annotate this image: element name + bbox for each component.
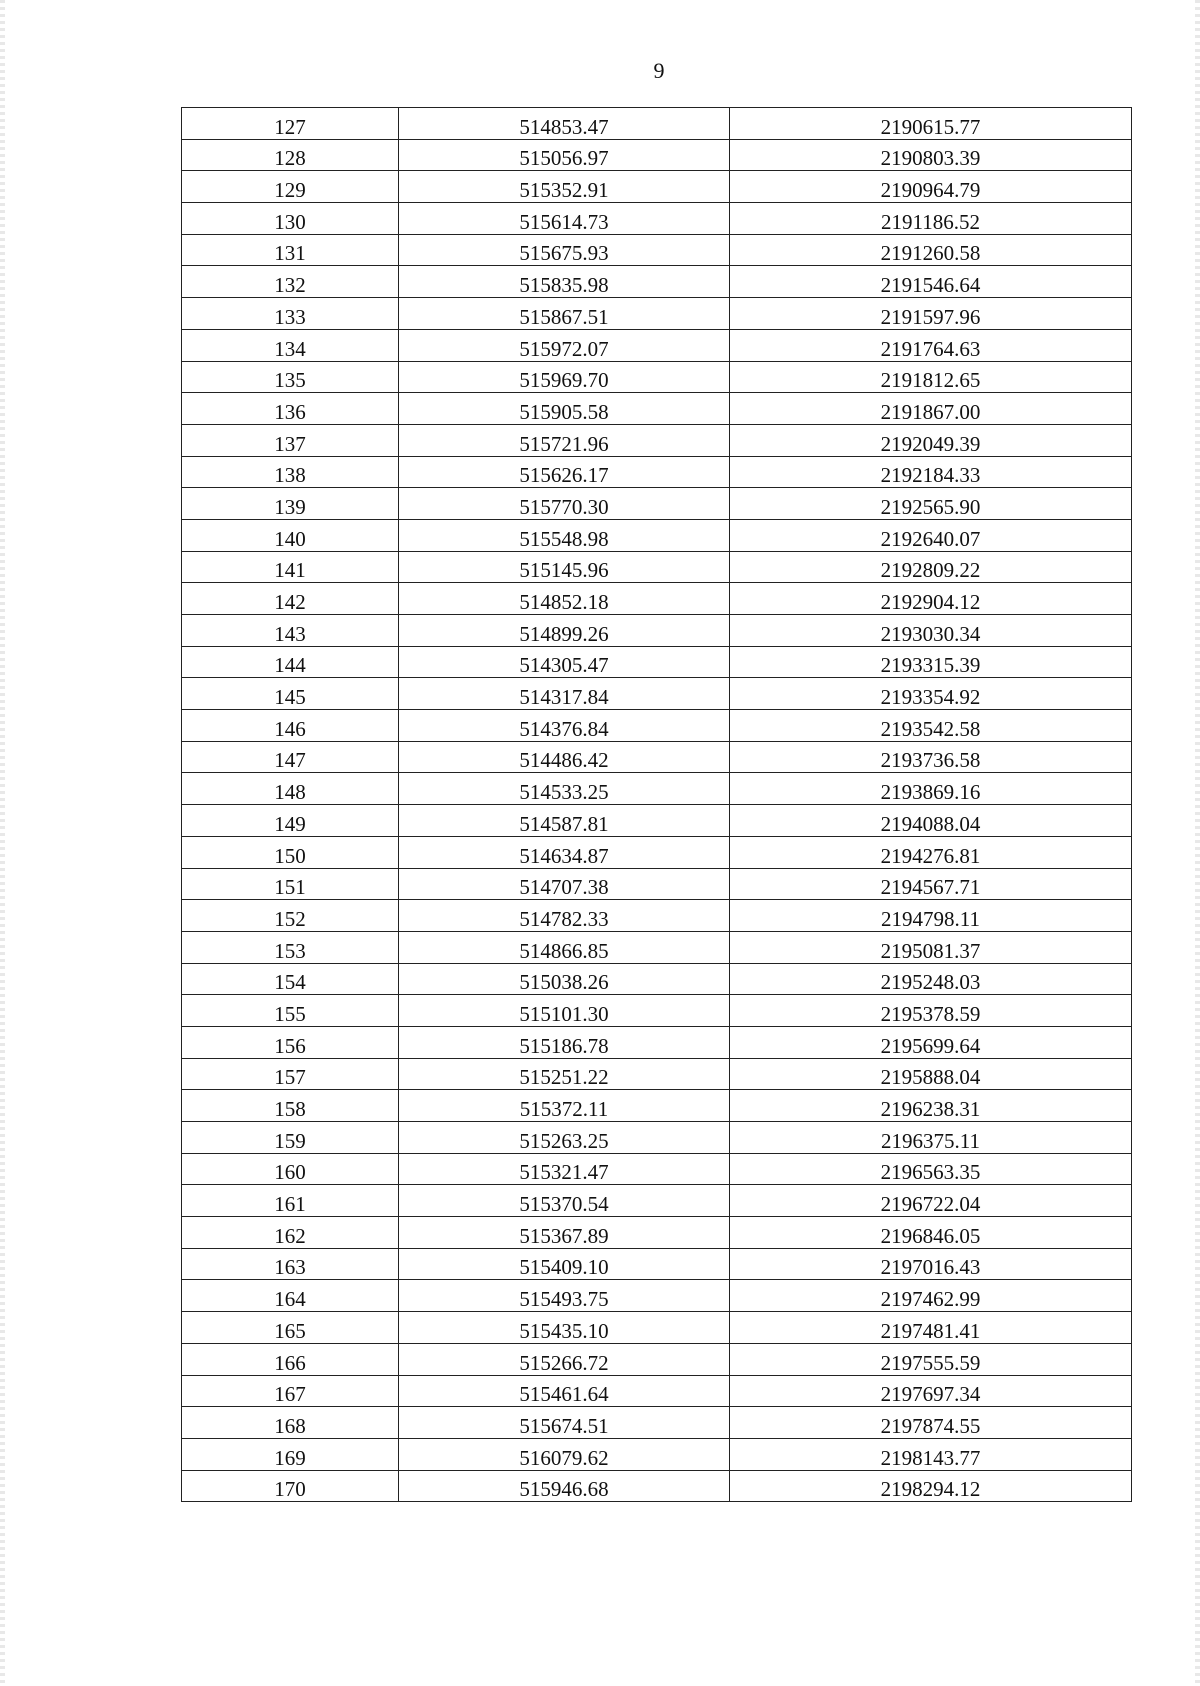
- point-number-cell: 149: [182, 805, 399, 837]
- point-number-cell: 158: [182, 1090, 399, 1122]
- y-coordinate-cell: 2197555.59: [730, 1343, 1132, 1375]
- point-number-cell: 135: [182, 361, 399, 393]
- x-coordinate-cell: 515145.96: [399, 551, 730, 583]
- y-coordinate-cell: 2191867.00: [730, 393, 1132, 425]
- y-coordinate-cell: 2196722.04: [730, 1185, 1132, 1217]
- point-number-cell: 165: [182, 1312, 399, 1344]
- x-coordinate-cell: 515867.51: [399, 298, 730, 330]
- y-coordinate-cell: 2194088.04: [730, 805, 1132, 837]
- point-number-cell: 148: [182, 773, 399, 805]
- scan-edge-left: [0, 0, 5, 1686]
- y-coordinate-cell: 2191546.64: [730, 266, 1132, 298]
- table-row: [182, 1185, 1132, 1217]
- table-row: [182, 551, 1132, 583]
- y-coordinate-cell: 2192565.90: [730, 488, 1132, 520]
- y-coordinate-cell: 2192184.33: [730, 456, 1132, 488]
- x-coordinate-cell: 515835.98: [399, 266, 730, 298]
- y-coordinate-cell: 2194567.71: [730, 868, 1132, 900]
- y-coordinate-cell: 2193354.92: [730, 678, 1132, 710]
- point-number-cell: 140: [182, 519, 399, 551]
- table-row: [182, 1248, 1132, 1280]
- point-number-cell: 147: [182, 741, 399, 773]
- x-coordinate-cell: 514634.87: [399, 836, 730, 868]
- x-coordinate-cell: 514782.33: [399, 900, 730, 932]
- y-coordinate-cell: 2191764.63: [730, 329, 1132, 361]
- x-coordinate-cell: 515251.22: [399, 1058, 730, 1090]
- y-coordinate-cell: 2198294.12: [730, 1470, 1132, 1502]
- point-number-cell: 162: [182, 1217, 399, 1249]
- x-coordinate-cell: 515101.30: [399, 995, 730, 1027]
- x-coordinate-cell: 515372.11: [399, 1090, 730, 1122]
- x-coordinate-cell: 515370.54: [399, 1185, 730, 1217]
- y-coordinate-cell: 2197874.55: [730, 1407, 1132, 1439]
- scan-edge-right: [1195, 0, 1200, 1686]
- point-number-cell: 161: [182, 1185, 399, 1217]
- table-row: [182, 203, 1132, 235]
- point-number-cell: 168: [182, 1407, 399, 1439]
- table-row: [182, 1122, 1132, 1154]
- x-coordinate-cell: 515461.64: [399, 1375, 730, 1407]
- x-coordinate-cell: 516079.62: [399, 1438, 730, 1470]
- table-row: [182, 266, 1132, 298]
- point-number-cell: 134: [182, 329, 399, 361]
- table-row: [182, 171, 1132, 203]
- table-row: [182, 963, 1132, 995]
- table-row: [182, 234, 1132, 266]
- table-row: [182, 1375, 1132, 1407]
- table-row: [182, 868, 1132, 900]
- point-number-cell: 153: [182, 931, 399, 963]
- table-row: [182, 519, 1132, 551]
- x-coordinate-cell: 515972.07: [399, 329, 730, 361]
- point-number-cell: 127: [182, 108, 399, 140]
- table-row: [182, 456, 1132, 488]
- coordinate-table: [181, 107, 1132, 1502]
- point-number-cell: 128: [182, 139, 399, 171]
- x-coordinate-cell: 514853.47: [399, 108, 730, 140]
- point-number-cell: 151: [182, 868, 399, 900]
- table-row: [182, 488, 1132, 520]
- x-coordinate-cell: 515548.98: [399, 519, 730, 551]
- table-row: [182, 1470, 1132, 1502]
- x-coordinate-cell: 515263.25: [399, 1122, 730, 1154]
- x-coordinate-cell: 515614.73: [399, 203, 730, 235]
- table-row: [182, 298, 1132, 330]
- table-row: [182, 1153, 1132, 1185]
- y-coordinate-cell: 2193736.58: [730, 741, 1132, 773]
- point-number-cell: 137: [182, 424, 399, 456]
- table-row: [182, 1343, 1132, 1375]
- x-coordinate-cell: 515321.47: [399, 1153, 730, 1185]
- y-coordinate-cell: 2192640.07: [730, 519, 1132, 551]
- x-coordinate-cell: 515367.89: [399, 1217, 730, 1249]
- table-row: [182, 678, 1132, 710]
- y-coordinate-cell: 2194798.11: [730, 900, 1132, 932]
- x-coordinate-cell: 514587.81: [399, 805, 730, 837]
- table-row: [182, 424, 1132, 456]
- x-coordinate-cell: 515721.96: [399, 424, 730, 456]
- y-coordinate-cell: 2192809.22: [730, 551, 1132, 583]
- y-coordinate-cell: 2192904.12: [730, 583, 1132, 615]
- point-number-cell: 133: [182, 298, 399, 330]
- point-number-cell: 145: [182, 678, 399, 710]
- y-coordinate-cell: 2195248.03: [730, 963, 1132, 995]
- table-row: [182, 1058, 1132, 1090]
- point-number-cell: 169: [182, 1438, 399, 1470]
- table-row: [182, 836, 1132, 868]
- x-coordinate-cell: 514852.18: [399, 583, 730, 615]
- point-number-cell: 160: [182, 1153, 399, 1185]
- y-coordinate-cell: 2191186.52: [730, 203, 1132, 235]
- point-number-cell: 139: [182, 488, 399, 520]
- x-coordinate-cell: 514866.85: [399, 931, 730, 963]
- y-coordinate-cell: 2195888.04: [730, 1058, 1132, 1090]
- point-number-cell: 143: [182, 615, 399, 647]
- x-coordinate-cell: 514305.47: [399, 646, 730, 678]
- table-row: [182, 1026, 1132, 1058]
- y-coordinate-cell: 2195081.37: [730, 931, 1132, 963]
- x-coordinate-cell: 514707.38: [399, 868, 730, 900]
- y-coordinate-cell: 2193315.39: [730, 646, 1132, 678]
- x-coordinate-cell: 515969.70: [399, 361, 730, 393]
- y-coordinate-cell: 2190615.77: [730, 108, 1132, 140]
- y-coordinate-cell: 2192049.39: [730, 424, 1132, 456]
- y-coordinate-cell: 2190964.79: [730, 171, 1132, 203]
- table-row: [182, 108, 1132, 140]
- y-coordinate-cell: 2193869.16: [730, 773, 1132, 805]
- point-number-cell: 138: [182, 456, 399, 488]
- point-number-cell: 154: [182, 963, 399, 995]
- x-coordinate-cell: 514317.84: [399, 678, 730, 710]
- x-coordinate-cell: 515675.93: [399, 234, 730, 266]
- table-row: [182, 1438, 1132, 1470]
- x-coordinate-cell: 515266.72: [399, 1343, 730, 1375]
- y-coordinate-cell: 2194276.81: [730, 836, 1132, 868]
- point-number-cell: 132: [182, 266, 399, 298]
- y-coordinate-cell: 2193030.34: [730, 615, 1132, 647]
- x-coordinate-cell: 515905.58: [399, 393, 730, 425]
- point-number-cell: 159: [182, 1122, 399, 1154]
- x-coordinate-cell: 515352.91: [399, 171, 730, 203]
- y-coordinate-cell: 2197462.99: [730, 1280, 1132, 1312]
- table-row: [182, 1217, 1132, 1249]
- table-row: [182, 393, 1132, 425]
- x-coordinate-cell: 515038.26: [399, 963, 730, 995]
- y-coordinate-cell: 2193542.58: [730, 710, 1132, 742]
- table-row: [182, 329, 1132, 361]
- table-row: [182, 710, 1132, 742]
- point-number-cell: 146: [182, 710, 399, 742]
- y-coordinate-cell: 2198143.77: [730, 1438, 1132, 1470]
- x-coordinate-cell: 515946.68: [399, 1470, 730, 1502]
- point-number-cell: 129: [182, 171, 399, 203]
- y-coordinate-cell: 2197016.43: [730, 1248, 1132, 1280]
- point-number-cell: 163: [182, 1248, 399, 1280]
- point-number-cell: 131: [182, 234, 399, 266]
- point-number-cell: 167: [182, 1375, 399, 1407]
- x-coordinate-cell: 514533.25: [399, 773, 730, 805]
- x-coordinate-cell: 515626.17: [399, 456, 730, 488]
- y-coordinate-cell: 2196846.05: [730, 1217, 1132, 1249]
- y-coordinate-cell: 2191812.65: [730, 361, 1132, 393]
- point-number-cell: 152: [182, 900, 399, 932]
- table-row: [182, 1280, 1132, 1312]
- table-row: [182, 995, 1132, 1027]
- table-row: [182, 931, 1132, 963]
- y-coordinate-cell: 2195378.59: [730, 995, 1132, 1027]
- point-number-cell: 150: [182, 836, 399, 868]
- y-coordinate-cell: 2195699.64: [730, 1026, 1132, 1058]
- x-coordinate-cell: 515435.10: [399, 1312, 730, 1344]
- table-row: [182, 1090, 1132, 1122]
- point-number-cell: 130: [182, 203, 399, 235]
- table-row: [182, 773, 1132, 805]
- point-number-cell: 157: [182, 1058, 399, 1090]
- point-number-cell: 164: [182, 1280, 399, 1312]
- point-number-cell: 166: [182, 1343, 399, 1375]
- y-coordinate-cell: 2197481.41: [730, 1312, 1132, 1344]
- y-coordinate-cell: 2191597.96: [730, 298, 1132, 330]
- y-coordinate-cell: 2197697.34: [730, 1375, 1132, 1407]
- x-coordinate-cell: 515186.78: [399, 1026, 730, 1058]
- coordinate-table-body: [182, 108, 1132, 1502]
- table-row: [182, 741, 1132, 773]
- x-coordinate-cell: 514376.84: [399, 710, 730, 742]
- table-row: [182, 900, 1132, 932]
- table-row: [182, 615, 1132, 647]
- x-coordinate-cell: 515056.97: [399, 139, 730, 171]
- point-number-cell: 156: [182, 1026, 399, 1058]
- y-coordinate-cell: 2196563.35: [730, 1153, 1132, 1185]
- page-number: 9: [653, 58, 665, 83]
- point-number-cell: 170: [182, 1470, 399, 1502]
- x-coordinate-cell: 515409.10: [399, 1248, 730, 1280]
- table-row: [182, 646, 1132, 678]
- table-row: [182, 1407, 1132, 1439]
- point-number-cell: 141: [182, 551, 399, 583]
- point-number-cell: 144: [182, 646, 399, 678]
- y-coordinate-cell: 2191260.58: [730, 234, 1132, 266]
- table-row: [182, 805, 1132, 837]
- x-coordinate-cell: 514899.26: [399, 615, 730, 647]
- table-row: [182, 1312, 1132, 1344]
- x-coordinate-cell: 514486.42: [399, 741, 730, 773]
- y-coordinate-cell: 2196238.31: [730, 1090, 1132, 1122]
- y-coordinate-cell: 2190803.39: [730, 139, 1132, 171]
- point-number-cell: 155: [182, 995, 399, 1027]
- point-number-cell: 142: [182, 583, 399, 615]
- y-coordinate-cell: 2196375.11: [730, 1122, 1132, 1154]
- point-number-cell: 136: [182, 393, 399, 425]
- table-row: [182, 139, 1132, 171]
- x-coordinate-cell: 515493.75: [399, 1280, 730, 1312]
- x-coordinate-cell: 515770.30: [399, 488, 730, 520]
- table-row: [182, 361, 1132, 393]
- table-row: [182, 583, 1132, 615]
- x-coordinate-cell: 515674.51: [399, 1407, 730, 1439]
